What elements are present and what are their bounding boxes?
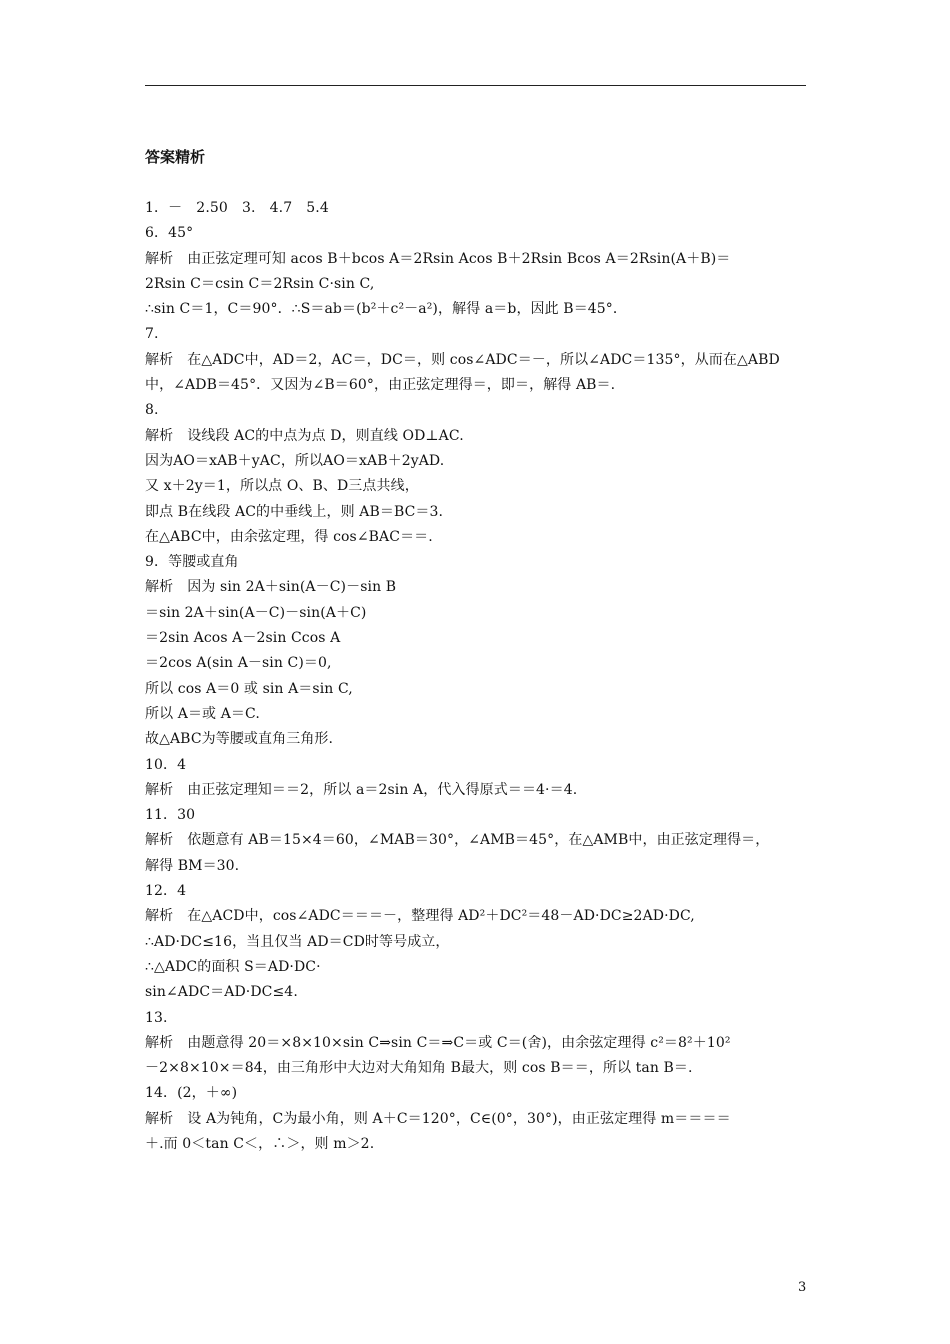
text-line: 1．－ 2.50 3. 4.7 5.4 bbox=[145, 200, 329, 216]
text-line: 6．45° bbox=[145, 225, 194, 242]
text-line: ∴AD·DC≤16，当且仅当 AD＝CD时等号成立， bbox=[145, 933, 450, 950]
text-line: 解析 因为 sin 2A＋sin(A－C)－sin B bbox=[145, 579, 397, 596]
text-line: 因为AO＝xAB＋yAC，所以AO＝xAB＋2yAD. bbox=[145, 452, 445, 469]
text-line: 解析 依题意有 AB＝15×4＝60，∠MAB＝30°，∠AMB＝45°，在△AMB中，由正弦定理得＝， bbox=[145, 832, 770, 849]
text-line: ＝2cos A(sin A－sin C)＝0, bbox=[145, 655, 332, 672]
text-line: 中，∠ADB＝45°．又因为∠B＝60°，由正弦定理得＝，即＝，解得 AB＝. bbox=[145, 377, 616, 394]
page-number: 3 bbox=[798, 1280, 807, 1295]
text-line: 解析 在△ADC中，AD＝2，AC＝，DC＝，则 cos∠ADC＝－，所以∠ADC＝135°，从而在△ABD bbox=[145, 351, 780, 368]
text-line: 7. bbox=[145, 326, 159, 343]
text-line: 所以 A＝或 A＝C. bbox=[145, 705, 260, 722]
text-line: 又 x＋2y＝1，所以点 O、B、D三点共线， bbox=[145, 478, 419, 495]
text-line: 故△ABC为等腰或直角三角形. bbox=[145, 731, 334, 748]
header-rule bbox=[145, 85, 806, 86]
text-line: 解析 由正弦定理可知 acos B＋bcos A＝2Rsin Acos B＋2Rsin Bcos A＝2Rsin(A＋B)＝ bbox=[145, 250, 731, 267]
section-heading: 答案精析 bbox=[145, 148, 206, 166]
text-line: 13. bbox=[145, 1009, 168, 1026]
text-line: 解析 设 A为钝角，C为最小角，则 A＋C＝120°，C∈(0°，30°)，由正弦定理得 m＝＝＝＝ bbox=[145, 1110, 731, 1127]
text-line: 解得 BM＝30. bbox=[145, 857, 240, 874]
text-line: 9．等腰或直角 bbox=[145, 554, 239, 571]
text-line: sin∠ADC＝AD·DC≤4. bbox=[145, 984, 298, 1001]
text-line: 11．30 bbox=[145, 807, 196, 824]
text-line: 解析 由正弦定理知＝＝2，所以 a＝2sin A，代入得原式＝＝4·＝4. bbox=[145, 781, 578, 798]
text-line: 解析 在△ACD中，cos∠ADC＝＝＝－，整理得 AD²＋DC²＝48－AD·DC≥2AD·DC, bbox=[145, 908, 695, 925]
text-line: 解析 设线段 AC的中点为点 D，则直线 OD⊥AC. bbox=[145, 427, 464, 444]
text-line: 10．4 bbox=[145, 756, 187, 773]
text-line: ∴△ADC的面积 S＝AD·DC· bbox=[145, 958, 321, 975]
text-line: ＋.而 0＜tan C＜，∴＞，则 m＞2. bbox=[145, 1135, 375, 1152]
text-line: 在△ABC中，由余弦定理，得 cos∠BAC＝＝. bbox=[145, 528, 433, 545]
text-line: －2×8×10×＝84，由三角形中大边对大角知角 B最大，则 cos B＝＝，所以 tan B＝. bbox=[145, 1060, 693, 1077]
text-line: 2Rsin C＝csin C＝2Rsin C·sin C, bbox=[145, 275, 375, 292]
text-line: 所以 cos A＝0 或 sin A＝sin C, bbox=[145, 680, 353, 697]
text-line: 解析 由题意得 20＝×8×10×sin C⇒sin C＝⇒C＝或 C＝(舍)，由余弦定理得 c²＝8²＋10² bbox=[145, 1034, 731, 1051]
text-line: 即点 B在线段 AC的中垂线上，则 AB＝BC＝3. bbox=[145, 503, 444, 520]
text-line: 8. bbox=[145, 402, 159, 419]
text-line: ＝sin 2A＋sin(A－C)－sin(A＋C) bbox=[145, 604, 367, 621]
text-line: ∴sin C＝1，C＝90°．∴S＝ab＝(b²＋c²－a²)，解得 a＝b，因此 B＝45°． bbox=[145, 301, 628, 318]
text-line: ＝2sin Acos A－2sin Ccos A bbox=[145, 630, 341, 647]
text-line: 12．4 bbox=[145, 883, 187, 900]
text-line: 14．(2，＋∞) bbox=[145, 1085, 238, 1102]
answer-body bbox=[145, 196, 810, 1157]
